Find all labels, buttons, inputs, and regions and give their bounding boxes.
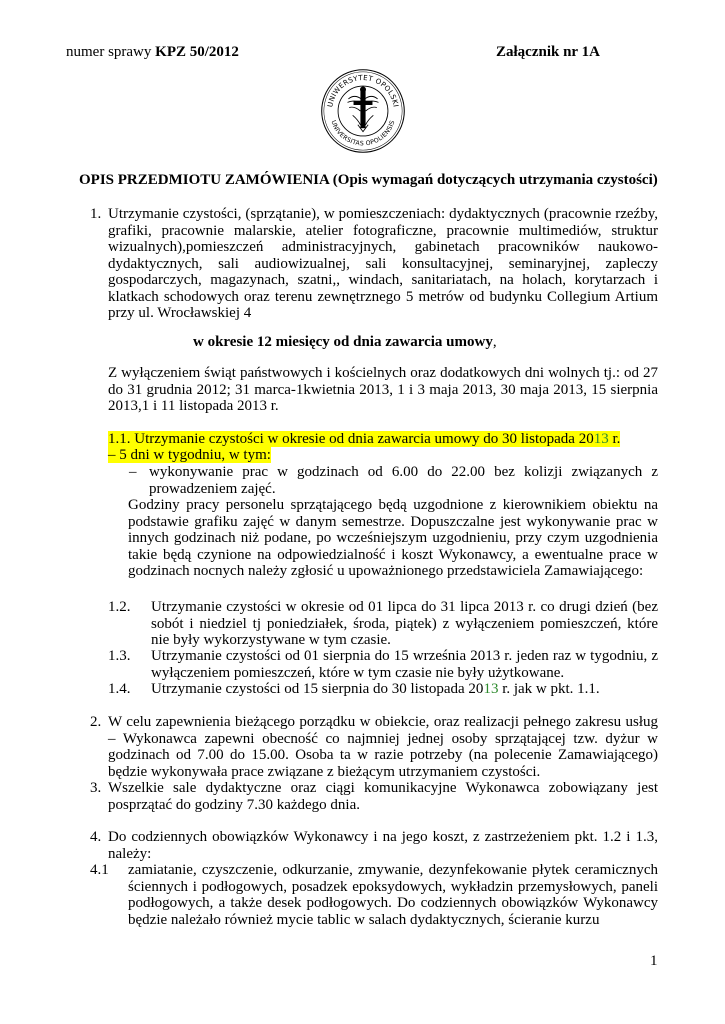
item-1-1-frequency (108, 447, 271, 464)
case-number (66, 44, 239, 61)
item-1-period-tail: , (492, 334, 497, 350)
item-1-4-number: 1.4. (108, 681, 131, 697)
item-1-1-bullet-text: wykonywanie prac w godzinach od 6.00 do 22.00 bez kolizji związanych z prowadzeniem zajęć. (149, 464, 658, 497)
svg-text:UNIVERSITAS OPOLIENSIS: UNIVERSITAS OPOLIENSIS (329, 119, 397, 148)
item-1-1-frequency-text: – 5 dni w tygodniu, w tym: (108, 447, 271, 463)
item-1-4-text-a: Utrzymanie czystości od 15 sierpnia do 30 listopada 20 (151, 681, 484, 697)
item-2-text: W celu zapewnienia bieżącego porządku w obiekcie, oraz realizacji pełnego zakresu usług – Wykonawca zapewni obecność co najmniej jednej osoby sprzątającej tzw. dyżur w godzinach od 7.00 do 15.00. Osoba ta w razie potrzeby (na polecenie Zamawiającego) będzie wykonywała prace związane z bieżącym utrzymaniem czystości. (108, 714, 658, 780)
item-1-exclusions: Z wyłączeniem świąt państwowych i kościelnych oraz dodatkowych dni wolnych tj.: od 27 do 31 grudnia 2012; 31 marca-1kwietnia 2013, 1 i 3 maja 2013, 30 maja 2013, 15 sierpnia 2013,1 i 11 listopada 2013 r. (108, 365, 658, 414)
item-1-number: 1. (90, 206, 102, 222)
item-1-period (193, 334, 497, 351)
item-2-number: 2. (90, 714, 102, 730)
item-1-4-text-b: r. jak w pkt. 1.1. (498, 681, 600, 697)
item-1-2-text: Utrzymanie czystości w okresie od 01 lipca do 31 lipca 2013 r. co drugi dzień (bez sobót i niedziel tj poniedziałek, środa, piątek) z wyłączeniem pomieszczeń, które nie były wykorzystywane w tym czasie. (151, 599, 658, 648)
attachment-label: Załącznik nr 1A (496, 44, 600, 60)
item-1-1-heading-a: 1.1. Utrzymanie czystości w okresie od dnia zawarcia umowy do 30 listopada 20 (108, 431, 594, 447)
page-number: 1 (650, 953, 658, 969)
item-4-text: Do codziennych obowiązków Wykonawcy i na jego koszt, z zastrzeżeniem pkt. 1.2 i 1.3, należy: (108, 829, 658, 862)
item-4-1-number: 4.1 (90, 862, 109, 878)
item-4-1-text: zamiatanie, czyszczenie, odkurzanie, zmywanie, dezynfekowanie płytek ceramicznych ściennych i podłogowych, posadzek epoksydowych, wykładzin przemysłowych, paneli podłogowych, a także desek podłogowych. Do codziennych obowiązków Wykonawcy będzie należało również mycie tablic w salach dydaktycznych, ścieranie kurzu (128, 862, 658, 928)
item-3-number: 3. (90, 780, 102, 796)
item-1-1-heading-year: 13 (593, 431, 609, 447)
item-1-1-bullet-dash: – (129, 464, 137, 480)
item-4-number: 4. (90, 829, 102, 845)
item-1-2-number: 1.2. (108, 599, 131, 615)
item-3-text: Wszelkie sale dydaktyczne oraz ciągi komunikacyjne Wykonawca zobowiązany jest posprzątać do godziny 7.30 każdego dnia. (108, 780, 658, 813)
item-1-4-year: 13 (483, 681, 499, 697)
item-1-4-text (151, 681, 600, 698)
case-prefix: numer sprawy (66, 44, 156, 60)
svg-text:UNIWERSYTET OPOLSKI: UNIWERSYTET OPOLSKI (325, 72, 401, 108)
item-1-3-text: Utrzymanie czystości od 01 sierpnia do 15 września 2013 r. jeden raz w tygodniu, z wyłączeniem pomieszczeń, które w tym czasie nie były użytkowane. (151, 648, 658, 681)
case-number-value: KPZ 50/2012 (155, 44, 239, 60)
item-1-period-bold: w okresie 12 miesięcy od dnia zawarcia umowy (193, 334, 493, 350)
item-1-text: Utrzymanie czystości, (sprzątanie), w pomieszczeniach: dydaktycznych (pracownie rzeźby, grafiki, pracownie malarskie, atelier fotograficzne, pracownie multimediów, struktur wizualnych),pomieszczeń administracyjnych, gabinetach pracowników naukowo-dydaktycznych, sali audiowizualnej, sali konsultacyjnej, seminaryjnej, zapleczy gospodarczych, magazynach, szatni,, windach, sanitariatach, na holach, korytarzach i klatkach schodowych oraz terenu zewnętrznego 5 metrów od budynku Collegium Artium przy ul. Wrocławskiej 4 (108, 206, 658, 321)
item-1-1-heading-b: r. (608, 431, 621, 447)
item-1-1-paragraph: Godziny pracy personelu sprzątającego będą uzgodnione z kierownikiem obiektu na podstawie grafiku zajęć w danym semestrze. Dopuszczalne jest wykonywanie prac w innych godzinach niż podane, po wcześniejszym uzgodnieniu, przy czym uzgodnienia takie będą czynione na odpowiedzialność i koszt Wykonawcy, a ewentualne prace w godzinach nocnych należy zgłosić u upoważnionego przedstawiciela Zamawiającego: (128, 497, 658, 579)
item-1-1-heading (108, 431, 620, 448)
item-1-3-number: 1.3. (108, 648, 131, 664)
document-title: OPIS PRZEDMIOTU ZAMÓWIENIA (Opis wymagań dotyczących utrzymania czystości) (79, 172, 658, 188)
university-seal-logo (320, 68, 406, 154)
item-1-1-heading-text (108, 431, 620, 447)
